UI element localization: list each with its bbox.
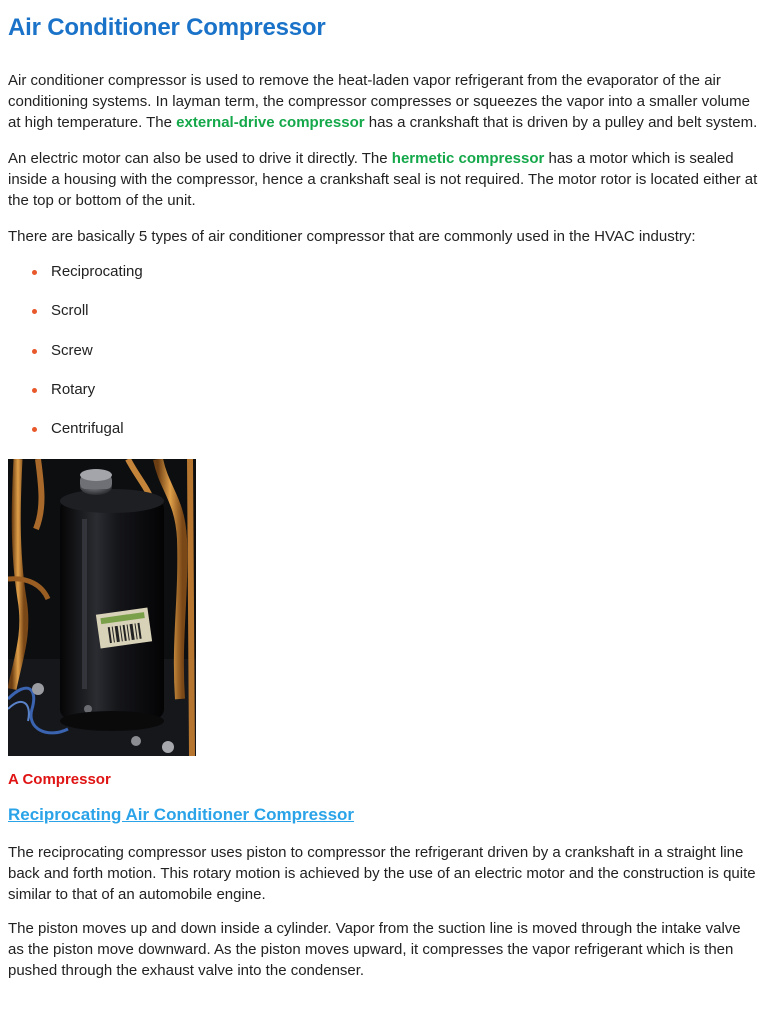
list-item	[8, 378, 143, 417]
bullet-icon	[32, 349, 37, 354]
motor-text-a: An electric motor can also be used to drive it directly. The	[8, 150, 392, 167]
types-intro-paragraph: There are basically 5 types of air conditioner compressor that are commonly used in the HVAC industry:	[8, 228, 696, 245]
bullet-icon	[32, 270, 37, 275]
list-item-label: Reciprocating	[51, 263, 143, 280]
list-item-label: Screw	[51, 341, 93, 359]
list-item	[8, 299, 143, 338]
reciprocating-paragraph-2: The piston moves up and down inside a cylinder. Vapor from the suction line is moved through the intake valve as the piston move downward. As the piston moves upward, it compresses the vapor refrigerant which is then pushed through the exhaust valve into the condenser.	[8, 920, 741, 979]
list-item	[8, 260, 143, 299]
motor-text-b: has a motor which is sealed inside a housing with the compressor, hence a crankshaft seal is not required. The motor rotor is located either at the top or bottom of the unit.	[8, 150, 758, 209]
hermetic-compressor-highlight: hermetic compressor	[391, 150, 545, 167]
image-caption: A Compressor	[8, 771, 111, 788]
intro-text-b: has a crankshaft that is driven by a pulley and belt system.	[364, 114, 758, 131]
bullet-icon	[32, 427, 37, 432]
page-title: Air Conditioner Compressor	[8, 14, 326, 41]
compressor-photo	[8, 459, 196, 756]
bullet-icon	[32, 388, 37, 393]
list-item	[8, 339, 143, 378]
list-item-label: Scroll	[51, 302, 89, 320]
motor-paragraph	[8, 148, 760, 211]
compressor-types-list	[8, 260, 143, 456]
compressor-illustration	[8, 459, 196, 756]
list-item-label: Rotary	[51, 380, 96, 398]
list-item-label: Centrifugal	[51, 420, 124, 438]
list-item	[8, 417, 143, 456]
reciprocating-section-link[interactable]: Reciprocating Air Conditioner Compressor	[8, 805, 355, 824]
reciprocating-paragraph-1: The reciprocating compressor uses piston to compressor the refrigerant driven by a crankshaft in a straight line back and forth motion. This rotary motion is achieved by the use of an electric motor and the construction is quite similar to that of an automobile engine.	[8, 844, 756, 903]
intro-paragraph	[8, 70, 760, 133]
bullet-icon	[32, 309, 37, 314]
external-drive-compressor-highlight: external-drive compressor	[176, 114, 365, 131]
intro-text-a: Air conditioner compressor is used to remove the heat-laden vapor refrigerant from the evaporator of the air conditioning systems. In layman term, the compressor compresses or squeezes the vapor into a smaller volume at high temperature. The	[8, 72, 750, 131]
